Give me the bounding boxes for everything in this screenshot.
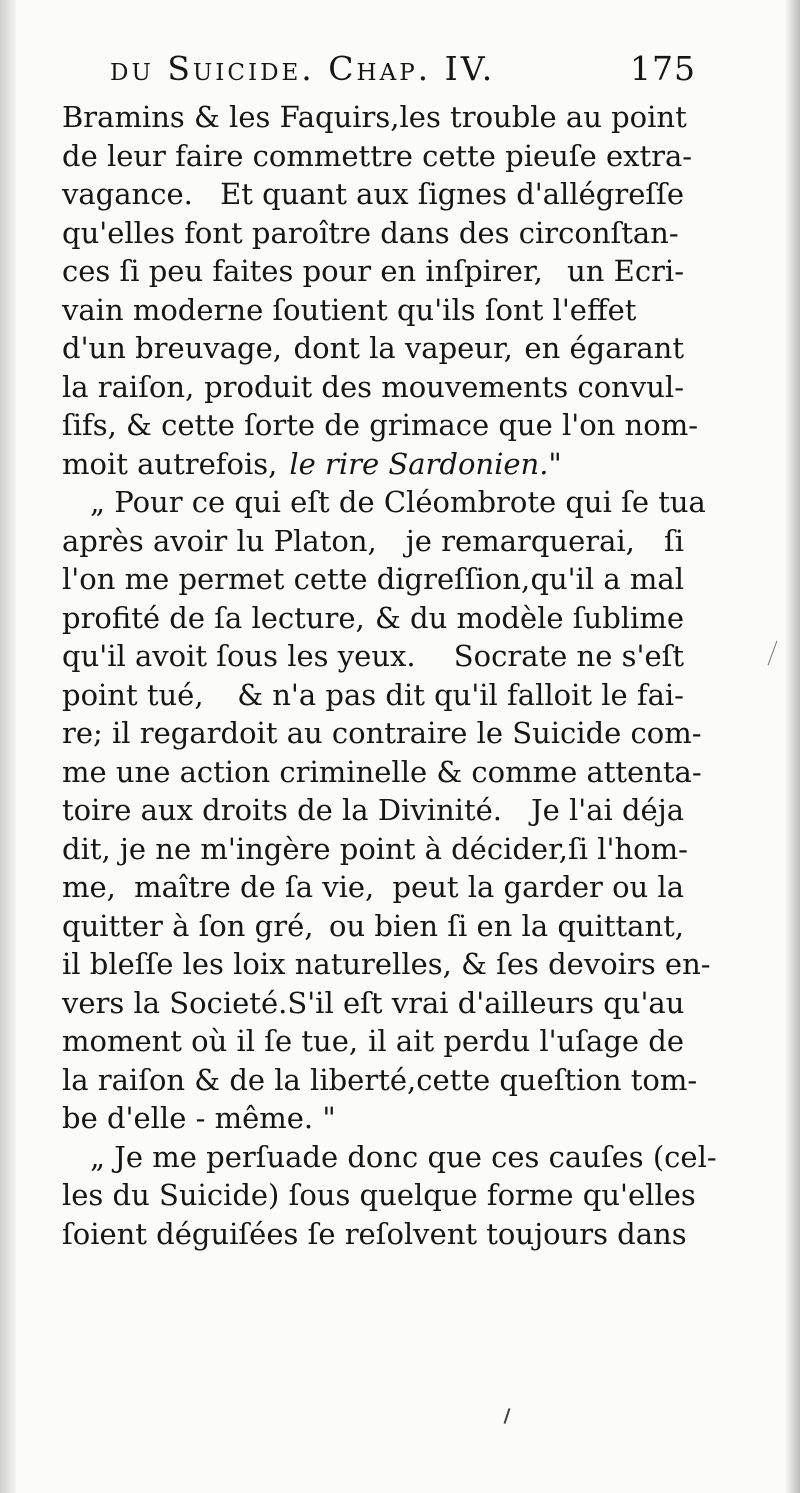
- text-segment: dont la vapeur,: [293, 331, 513, 365]
- text-line: [62, 445, 684, 484]
- text-segment: be d'elle - même. ": [62, 1101, 336, 1135]
- text-segment: qu'il avoit ſous les yeux.: [62, 639, 416, 673]
- text-line: [62, 483, 706, 522]
- text-segment: „ Pour ce qui eſt de Cléombrote qui ſe tua: [90, 485, 706, 519]
- text-segment: Et quant aux ſignes d'allégreſſe: [220, 177, 684, 211]
- text-segment: ſi: [663, 523, 684, 558]
- text-segment: un Ecri-: [567, 254, 684, 288]
- text-line: [62, 329, 684, 368]
- text-segment: & du modèle ſublime: [374, 600, 684, 635]
- text-segment: moit autrefois,: [62, 446, 278, 481]
- text-segment: ſifs, & cette ſorte de grimace que l'on nom-: [62, 408, 698, 442]
- text-segment: qu'elles font paroître dans des circonſtan-: [62, 215, 679, 250]
- text-segment: Je l'ai déja: [530, 793, 684, 827]
- text-segment: après avoir lu Platon,: [62, 523, 377, 558]
- text-segment: Bramins & les Faquirs,: [62, 100, 400, 134]
- page-outer-edge: [786, 0, 800, 1493]
- text-line: [62, 1215, 687, 1254]
- text-segment: me,: [62, 870, 116, 904]
- text-segment: ces ſi peu faites pour en inſpirer,: [62, 254, 543, 288]
- text-line: [62, 868, 684, 907]
- text-segment: peut la garder ou la: [392, 870, 684, 904]
- text-line: [62, 406, 698, 445]
- text-line: [62, 98, 687, 137]
- text-line: [62, 214, 684, 253]
- text-segment: ſoient déguiſées ſe reſolvent toujours dans: [62, 1216, 687, 1251]
- text-segment: dit, je ne m'ingère point à décider,: [62, 831, 568, 866]
- text-segment: il bleſſe les loix naturelles, & ſes devoirs en-: [62, 947, 711, 981]
- text-segment: la raiſon & de la liberté,: [62, 1062, 417, 1097]
- margin-pencil-mark: [768, 641, 778, 666]
- body-text: [62, 98, 717, 1253]
- text-segment: l'on me permet cette digreſſion,: [62, 562, 531, 596]
- text-segment: en égarant: [524, 331, 684, 365]
- text-line: [62, 945, 711, 984]
- text-line: [62, 137, 693, 176]
- text-segment: le rire Sardonien.": [289, 446, 562, 481]
- text-line: [62, 637, 684, 676]
- text-segment: maître de ſa vie,: [134, 870, 375, 904]
- page-header: [110, 44, 696, 94]
- text-line: [62, 291, 684, 330]
- text-line: [62, 830, 688, 869]
- pencil-mark: [504, 1408, 511, 1424]
- text-segment: quitter à ſon gré,: [62, 908, 314, 943]
- text-line: [62, 1138, 717, 1177]
- text-line: [62, 522, 684, 561]
- text-line: [62, 907, 684, 946]
- text-segment: cette queſtion tom-: [416, 1062, 698, 1097]
- text-segment: toire aux droits de la Divinité.: [62, 793, 502, 827]
- text-segment: la raiſon,: [62, 369, 195, 404]
- text-line: [62, 714, 702, 753]
- text-line: [62, 1061, 698, 1100]
- text-line: [62, 984, 684, 1023]
- text-line: [62, 1099, 684, 1138]
- text-segment: qu'il a mal: [530, 562, 684, 596]
- text-segment: les du Suicide) ſous quelque forme qu'elles: [62, 1178, 696, 1212]
- text-line: [62, 753, 702, 792]
- text-line: [62, 791, 684, 830]
- text-segment: il ait perdu l'uſage de: [368, 1024, 684, 1058]
- text-segment: ou bien ſi en la quittant,: [329, 908, 684, 943]
- text-line: [62, 1176, 696, 1215]
- text-segment: je remarquerai,: [405, 523, 635, 558]
- text-segment: les trouble au point: [399, 100, 687, 134]
- running-title: du Suicide. Chap. IV.: [110, 49, 496, 88]
- text-segment: ſi l'hom-: [567, 831, 688, 866]
- text-line: [62, 368, 684, 407]
- text-segment: d'un breuvage,: [62, 331, 282, 365]
- text-line: [62, 175, 684, 214]
- text-line: [62, 599, 684, 638]
- text-line: [62, 676, 684, 715]
- text-segment: vain moderne ſoutient qu'ils ſont l'effet: [62, 292, 637, 327]
- text-segment: produit des mouvements convul-: [204, 369, 684, 404]
- text-segment: S'il eſt vrai d'ailleurs qu'au: [287, 985, 685, 1020]
- text-segment: moment où il ſe tue,: [62, 1024, 359, 1058]
- text-segment: point tué,: [62, 677, 204, 712]
- text-line: [62, 1022, 684, 1061]
- page-binding-edge: [0, 0, 16, 1493]
- text-segment: re; il regardoit au contraire le Suicide com-: [62, 716, 702, 750]
- text-segment: Socrate ne s'eſt: [453, 639, 684, 673]
- text-segment: de leur faire commettre cette pieuſe extra-: [62, 138, 693, 173]
- text-segment: vers la Societé.: [62, 985, 288, 1020]
- text-segment: profité de ſa lecture,: [62, 600, 365, 635]
- page-number: 175: [630, 49, 696, 88]
- text-segment: & n'a pas dit qu'il falloit le fai-: [237, 677, 684, 712]
- text-line: [62, 252, 684, 291]
- text-segment: me une action criminelle & comme attenta-: [62, 754, 702, 789]
- text-segment: vagance.: [62, 177, 193, 211]
- text-line: [62, 560, 684, 599]
- text-segment: „ Je me perſuade donc que ces cauſes (cel-: [90, 1139, 717, 1174]
